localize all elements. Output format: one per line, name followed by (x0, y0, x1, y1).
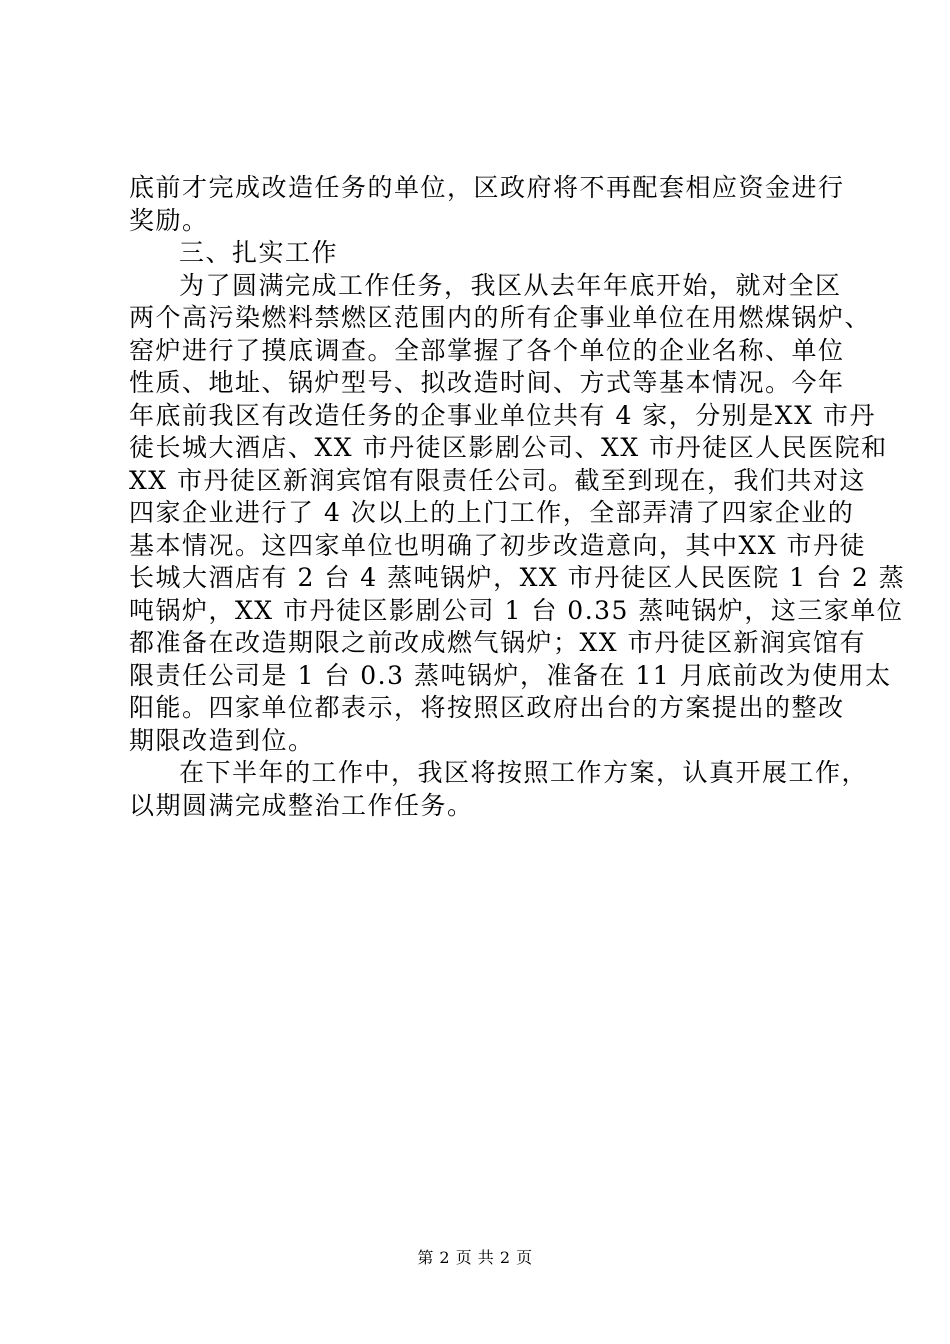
text-line: 限责任公司是 1 台 0.3 蒸吨锅炉，准备在 11 月底前改为使用太 (129, 660, 892, 690)
body-text (129, 172, 906, 822)
text-line: 三、扎实工作 (179, 238, 339, 267)
text-line: 阳能。四家单位都表示，将按照区政府出台的方案提出的整改 (129, 693, 845, 722)
text-line: 两个高污染燃料禁燃区范围内的所有企事业单位在用燃煤锅炉、 (129, 303, 872, 332)
text-line: 窑炉进行了摸底调查。全部掌握了各个单位的企业名称、单位 (129, 335, 845, 365)
text-line: 为了圆满完成工作任务，我区从去年年底开始，就对全区 (179, 270, 842, 300)
text-line: 奖励。 (129, 205, 209, 235)
text-line: 性质、地址、锅炉型号、拟改造时间、方式等基本情况。今年 (129, 368, 845, 397)
text-line: 吨锅炉，XX 市丹徒区影剧公司 1 台 0.35 蒸吨锅炉，这三家单位 (129, 595, 904, 625)
text-line: 四家企业进行了 4 次以上的上门工作，全部弄清了四家企业的 (129, 498, 855, 527)
text-line: 长城大酒店有 2 台 4 蒸吨锅炉，XX 市丹徒区人民医院 1 台 2 蒸 (129, 563, 906, 592)
text-line: 期限改造到位。 (129, 725, 315, 755)
text-line: 基本情况。这四家单位也明确了初步改造意向，其中XX 市丹徒 (129, 530, 867, 560)
text-line: 年底前我区有改造任务的企事业单位共有 4 家，分别是XX 市丹 (129, 400, 876, 430)
text-line: 以期圆满完成整治工作任务。 (129, 790, 474, 820)
page-footer: 第 2 页 共 2 页 (417, 1248, 533, 1267)
text-line: 底前才完成改造任务的单位，区政府将不再配套相应资金进行 (129, 173, 845, 202)
text-line: 都准备在改造期限之前改成燃气锅炉；XX 市丹徒区新润宾馆有 (129, 628, 867, 657)
text-line: XX 市丹徒区新润宾馆有限责任公司。截至到现在，我们共对这 (129, 465, 867, 495)
text-line: 徒长城大酒店、XX 市丹徒区影剧公司、XX 市丹徒区人民医院和 (129, 433, 888, 462)
text-line: 在下半年的工作中，我区将按照工作方案，认真开展工作， (179, 758, 869, 787)
